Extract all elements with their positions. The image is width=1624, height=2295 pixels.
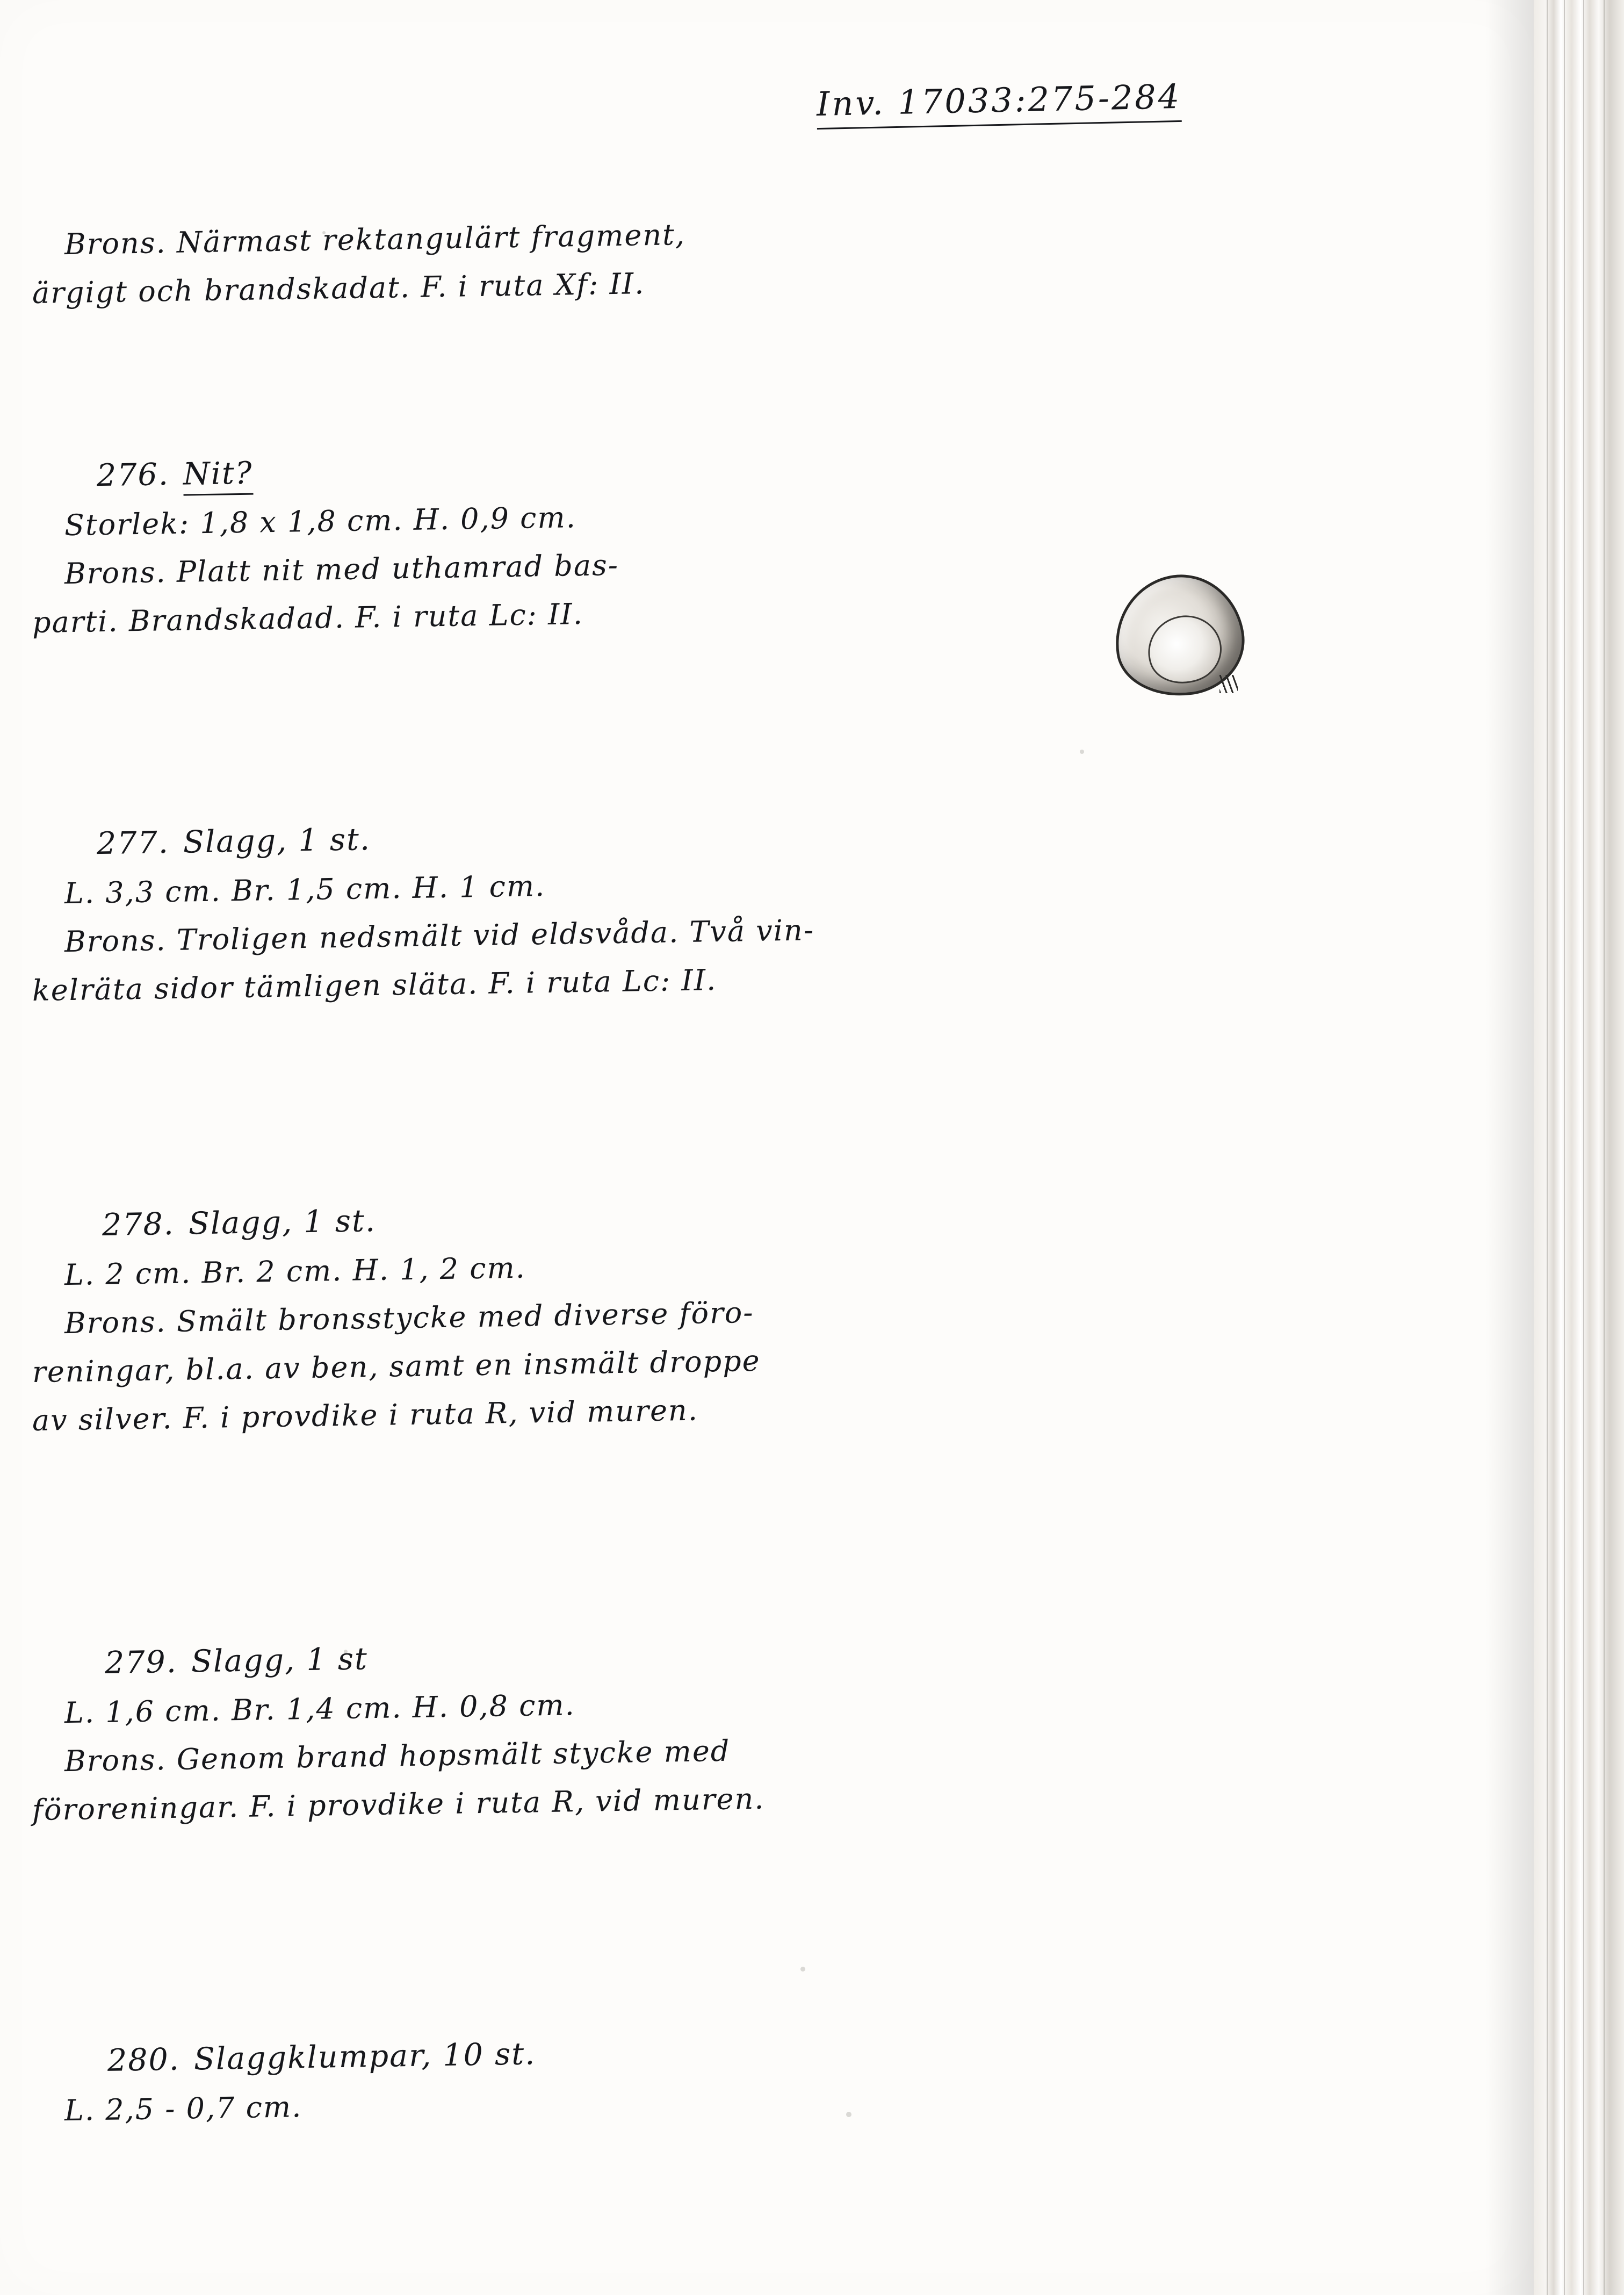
gutter-shadow [1485, 0, 1534, 2295]
inventory-number-heading: Inv. 17033:275-284 [816, 77, 1182, 130]
entry-line: parti. Brandskadad. F. i ruta Lc: II. [32, 596, 584, 640]
scan-speck [846, 2112, 851, 2117]
entry-line: av silver. F. i provdike i ruta R, vid muren. [32, 1393, 699, 1438]
entry-title: Nit? [183, 456, 253, 496]
entry-title: Slagg, 1 st [191, 1641, 369, 1680]
entry-title: Slagg, 1 st. [188, 1203, 377, 1242]
entry-number: 277. [96, 825, 170, 862]
entry-line: L. 2,5 - 0,7 cm. [64, 2090, 302, 2128]
entry-number: 280. [107, 2041, 181, 2078]
entry-line: L. 2 cm. Br. 2 cm. H. 1, 2 cm. [64, 1250, 526, 1292]
scan-speck [322, 231, 326, 234]
entry-title: Slaggklumpar, 10 st. [193, 2036, 536, 2077]
page-edge-line [1564, 0, 1565, 2295]
entry-number: 278. [102, 1206, 175, 1243]
entry-line: reningar, bl.a. av ben, samt en insmält droppe [32, 1343, 761, 1390]
entry-line: Brons. Platt nit med uthamrad bas- [64, 548, 619, 591]
scan-speck [800, 1967, 805, 1972]
entry-line: kelräta sidor tämligen släta. F. i ruta Lc: II. [32, 963, 717, 1008]
entry-line: Brons. Genom brand hopsmält stycke med [64, 1733, 731, 1779]
nit-inner-shape [1139, 606, 1230, 693]
entry-280 [0, 2036, 1343, 2146]
entry-line: L. 1,6 cm. Br. 1,4 cm. H. 0,8 cm. [64, 1688, 576, 1730]
entry-line: L. 3,3 cm. Br. 1,5 cm. H. 1 cm. [64, 869, 546, 911]
page-edge-line [1604, 0, 1605, 2295]
entry-line: Storlek: 1,8 x 1,8 cm. H. 0,9 cm. [64, 500, 577, 543]
entry-line: Brons. Närmast rektangulärt fragment, [64, 217, 686, 262]
scan-speck [344, 1650, 348, 1653]
scan-speck [1080, 750, 1084, 754]
entry-277 [0, 822, 1343, 1025]
page-edge-line [1583, 0, 1584, 2295]
entry-line: föroreningar. F. i provdike i ruta R, vid muren. [32, 1781, 765, 1828]
entry-275-continuation [0, 217, 1343, 328]
nit-illustration [1109, 570, 1249, 704]
entry-number: 279. [104, 1644, 178, 1681]
page-binding-edge [1534, 0, 1624, 2295]
entry-line: Brons. Smält bronsstycke med diverse föro- [64, 1295, 754, 1341]
entry-278 [0, 1203, 1343, 1455]
entry-279 [0, 1641, 1343, 1845]
page-edge-line [1547, 0, 1548, 2295]
entry-title: Slagg, 1 st. [183, 822, 371, 860]
hatching-marks [1219, 675, 1238, 693]
entry-line: Brons. Troligen nedsmält vid eldsvåda. Två vin- [64, 913, 815, 959]
entry-line: ärgigt och brandskadat. F. i ruta Xf: II. [32, 267, 645, 311]
entry-number: 276. [96, 457, 170, 494]
